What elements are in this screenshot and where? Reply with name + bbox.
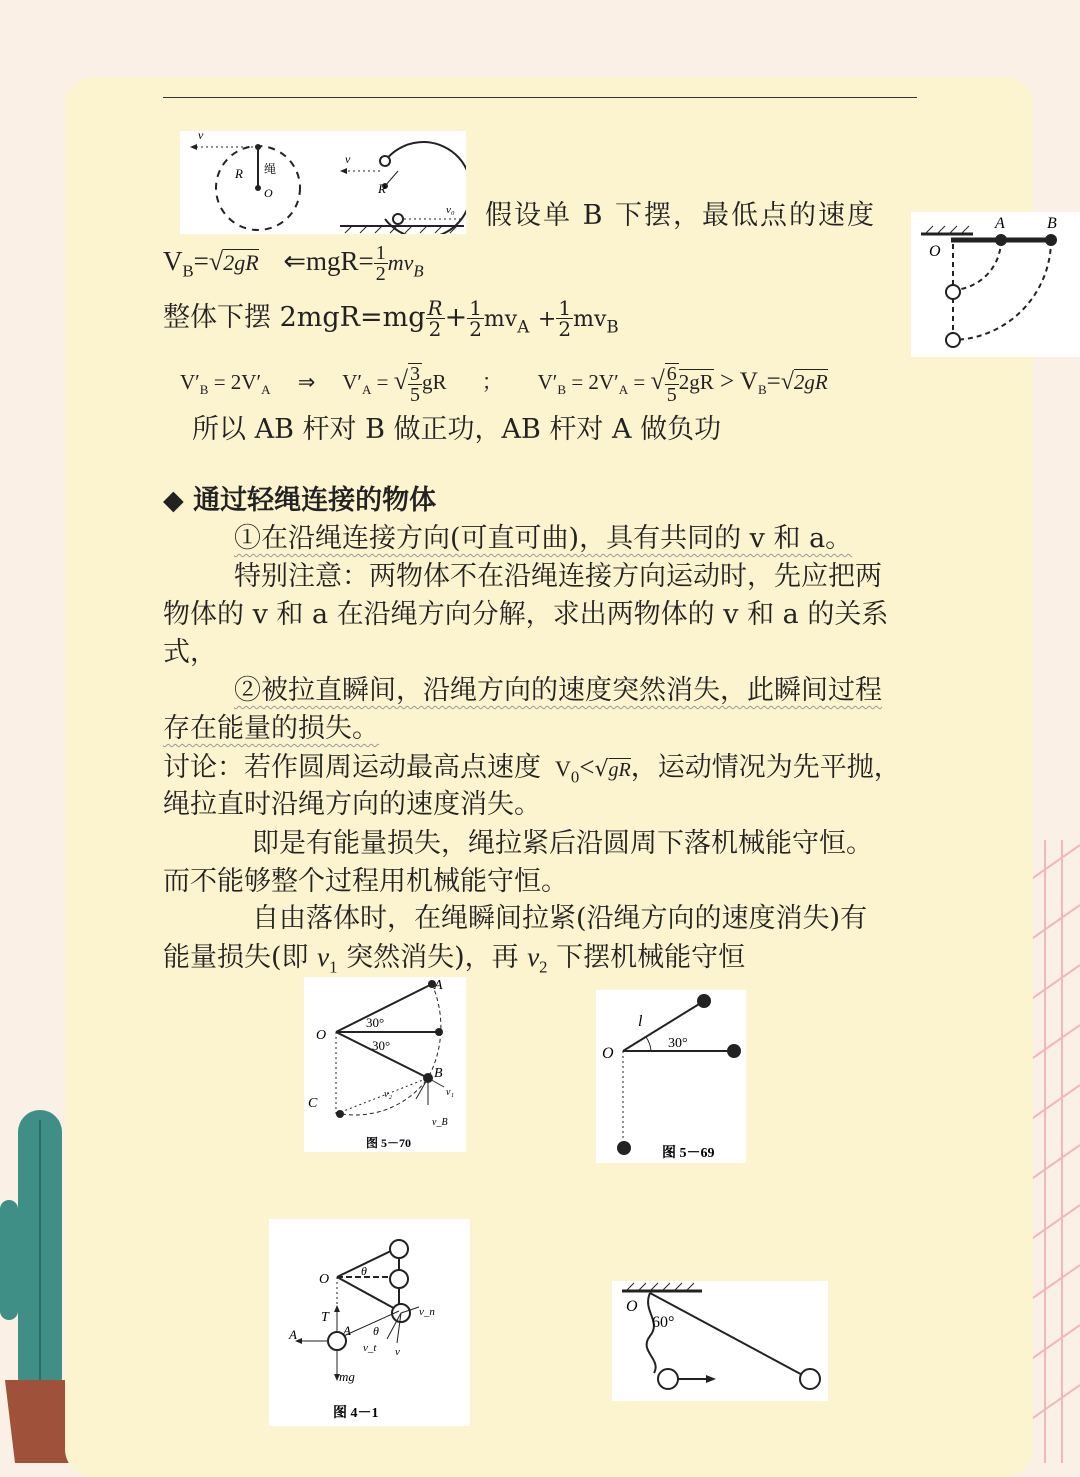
fig2-v0-label: v₀ [446, 204, 455, 216]
discussion-line1: 讨论：若作圆周运动最高点速度 $V_0<√gR$，运动情况为先平抛， [163, 752, 901, 787]
fig41-vt: v_t [363, 1342, 377, 1354]
fig41-theta: θ [361, 1264, 367, 1278]
fig41-T: T [321, 1310, 329, 1325]
figure-4-1 [269, 1219, 470, 1426]
figure-60-degree [612, 1281, 828, 1401]
figure-rope-circle [180, 131, 466, 234]
fig3-O-label: O [929, 243, 941, 260]
fig570-B: B [434, 1066, 443, 1081]
fig570-O: O [316, 1028, 327, 1043]
fig1-R-label: R [235, 166, 243, 181]
paragraph-1: ①在沿绳连接方向(可直可曲)，具有共同的 v 和 a。 [234, 523, 853, 554]
equation-whole-swing: 整体下摆 2mgR=mg $\frac{R}{2}$ + $\frac{1}{2}$ $mv_A$ + $\frac{1}{2}$ $mv_B$ [163, 296, 619, 341]
fig41-vn: v_n [419, 1306, 435, 1318]
fig41-theta2: θ [373, 1324, 379, 1338]
conclusion-line: 所以 AB 杆对 B 做正功，AB 杆对 A 做负功 [192, 414, 722, 445]
fig570-vB: v_B [432, 1117, 448, 1128]
paragraph-2-line1: 特别注意：两物体不在沿绳连接方向运动时，先应把两 [234, 561, 882, 592]
fig570-caption: 图 5－70 [366, 1136, 412, 1150]
fig569-angle: 30° [668, 1036, 688, 1051]
equation-velocity-relation: $V'_B = 2V'_A$ ⇒ $V'_A$ = √ $\frac{3}{5}$ gR ； $V'_B = 2V'_A$ = √ $\frac{6}{5}$ $2gR > V_B=√2gR$ [180, 363, 828, 407]
fig570-v2: v₂ [384, 1089, 392, 1100]
fig570-angle2: 30° [372, 1038, 391, 1053]
fig41-v: v [395, 1346, 400, 1358]
fig41-caption: 图 4－1 [333, 1406, 379, 1421]
paragraph-3-line1: ②被拉直瞬间，沿绳方向的速度突然消失，此瞬间过程 [234, 675, 882, 706]
free-fall-line2: 能量损失(即 $v_1$ 突然消失)，再 $v_2$ 下摆机械能守恒 [163, 942, 746, 977]
fig3-A-label: A [995, 215, 1005, 232]
fig2-R-label: R [378, 181, 386, 196]
fig41-O: O [319, 1272, 330, 1287]
fig3-B-label: B [1047, 215, 1057, 232]
fig41-mg: mg [339, 1369, 355, 1384]
energy-loss-line2: 而不能够整个过程用机械能守恒。 [163, 866, 568, 897]
section-heading: ◆ 通过轻绳连接的物体 [163, 485, 437, 516]
figure-rod-ab [911, 212, 1080, 357]
paragraph-2-line2: 物体的 v 和 a 在沿绳方向分解，求出两物体的 v 和 a 的关系 [163, 599, 889, 630]
line-assume-b: 假设单 B 下摆，最低点的速度 [485, 200, 877, 231]
equation-vb: $V_B=√2gR$ ⇐mgR= $\frac{1}{2}$ $mv_B$ [163, 242, 424, 286]
fig1-rope-label: 绳 [264, 162, 277, 176]
energy-loss-line1: 即是有能量损失，绳拉紧后沿圆周下落机械能守恒。 [252, 828, 873, 859]
fig570-C: C [308, 1096, 318, 1111]
figure-5-70 [304, 977, 466, 1152]
fig60-O: O [626, 1298, 638, 1315]
fig41-A-arrow: A [289, 1327, 297, 1342]
fig569-caption: 图 5－69 [662, 1146, 715, 1161]
fig60-angle: 60° [652, 1314, 675, 1331]
fig1-O-label: O [264, 186, 273, 200]
fig2-v-label: v [345, 152, 351, 166]
figure-5-69 [596, 990, 746, 1163]
fig570-angle1: 30° [366, 1015, 385, 1030]
paragraph-2-line3: 式， [163, 637, 217, 668]
fig570-v1: v₁ [446, 1087, 454, 1098]
paragraph-3-line2: 存在能量的损失。 [163, 713, 379, 744]
fig41-A-ball: A [343, 1323, 351, 1338]
fig1-v-label: v [198, 131, 204, 142]
top-divider [163, 97, 917, 98]
free-fall-line1: 自由落体时，在绳瞬间拉紧(沿绳方向的速度消失)有 [252, 903, 868, 934]
discussion-line2: 绳拉直时沿绳方向的速度消失。 [163, 789, 541, 820]
fig569-l: l [638, 1013, 643, 1030]
fig569-O: O [602, 1045, 614, 1062]
fig570-A: A [434, 978, 443, 993]
